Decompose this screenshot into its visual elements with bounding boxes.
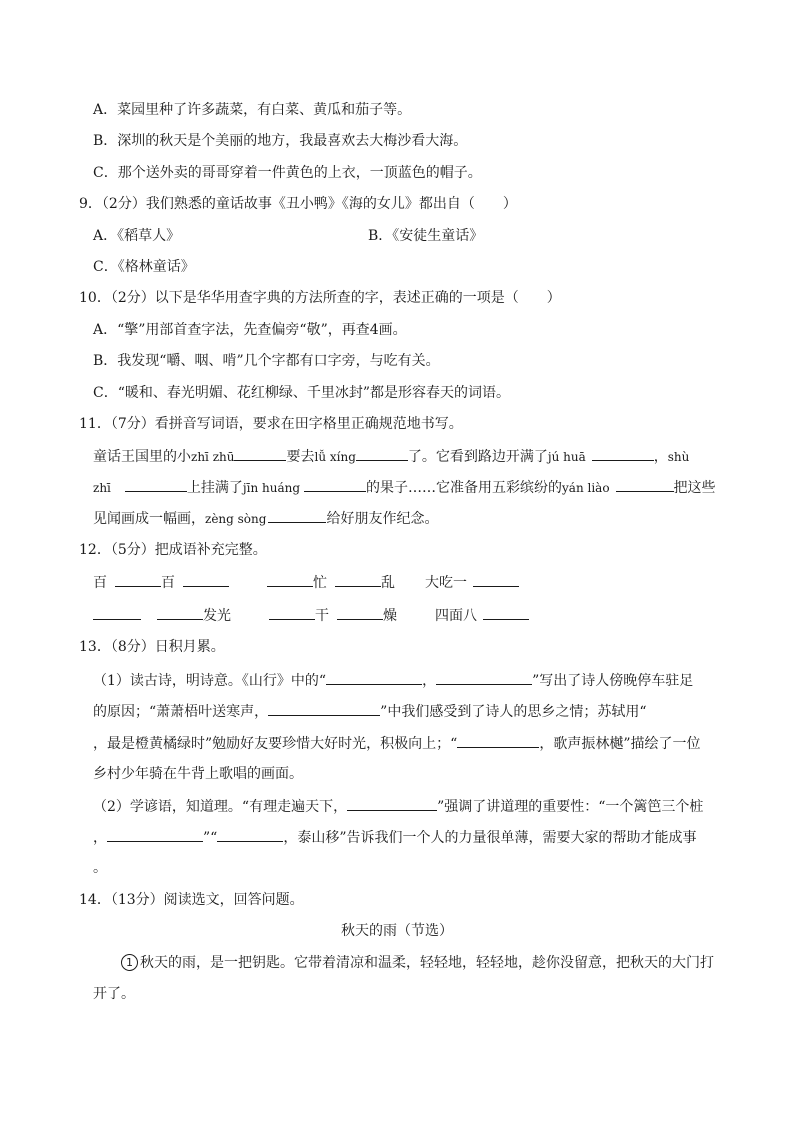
q11-text: 上挂满了 [186,480,243,496]
pinyin-juhua: jú huā [547,450,586,464]
q8-option-a: A．菜园里种了许多蔬菜，有白菜、黄瓜和茄子等。 [93,102,412,118]
answer-blank[interactable] [457,733,539,748]
q11-text: ， [653,449,668,465]
answer-blank[interactable] [356,446,408,461]
pinyin-shuzhi-a: shù [667,450,690,464]
q13-text: ，最是橙黄橘绿时”勉励好友要珍惜大好时光，积极向上；“ [93,736,458,752]
pinyin-shuzhi-b: zhī [93,481,111,495]
q13-p1-line1 [93,670,693,691]
answer-blank[interactable] [115,572,161,587]
idiom-char: 大吃一 [425,575,467,591]
idiom-char: 忙 [313,575,327,591]
q11-text: 要去 [286,449,315,465]
q11-text: 的果子……它准备用五彩缤纷的 [366,480,563,496]
idiom-char: 发光 [203,608,231,624]
passage-title: 秋天的雨（节选） [341,923,453,939]
q10-option-b: B．我发现“嚼、咽、啃”几个字都有口字旁，与吃有关。 [93,353,440,369]
answer-blank[interactable] [483,605,529,620]
q14-stem: 14．（13分）阅读选文，回答问题。 [79,892,304,908]
idiom-char: 乱 [381,575,395,591]
q13-text: （2）学谚语，知道理。“有理走遍天下， [93,799,348,815]
q13-text: ， [93,830,107,846]
q10-stem: 10．（2分）以下是华华用查字典的方法所查的字，表述正确的一项是（ ） [79,290,561,306]
answer-blank[interactable] [107,827,203,842]
idiom-char: 百 [161,575,175,591]
q11-text: 给好朋友作纪念。 [326,511,439,527]
passage-line1 [121,953,714,973]
q12-stem: 12．（5分）把成语补充完整。 [79,542,267,558]
q13-text: ，泰山移”告诉我们一个人的力量很单薄，需要大家的帮助才能成事 [283,830,697,846]
idiom-char: 燥 [383,608,397,624]
answer-blank[interactable] [267,572,313,587]
q12-row1 [93,572,519,593]
answer-blank[interactable] [217,827,283,842]
q13-text: ”中我们感受到了诗人的思乡之情；苏轼用“ [380,704,647,720]
q8-option-b: B．深圳的秋天是个美丽的地方，我最喜欢去大梅沙看大海。 [93,133,468,149]
q11-line1 [93,446,689,467]
q12-row2 [93,605,529,626]
q13-stem: 13．（8分）日积月累。 [79,639,225,655]
q13-p1-line2 [93,701,647,722]
idiom-char: 百 [93,575,107,591]
answer-blank[interactable] [268,701,380,716]
q13-p2-line3: 。 [93,860,107,876]
answer-blank[interactable] [234,446,286,461]
q11-text: 了。它看到路边开满了 [407,449,548,465]
pinyin-lvxing: lǚ xíng [314,450,356,464]
answer-blank[interactable] [125,477,187,492]
answer-blank[interactable] [269,605,315,620]
q13-p1-line4: 乡村少年骑在牛背上歌唱的画面。 [93,766,303,782]
passage-line2: 开了。 [93,986,135,1002]
answer-blank[interactable] [436,670,532,685]
q11-line3 [93,508,438,529]
pinyin-yanliao: yán liào [562,481,610,495]
q11-text: 童话王国里的小 [93,449,191,465]
answer-blank[interactable] [592,446,654,461]
passage-text: 秋天的雨，是一把钥匙。它带着清凉和温柔，轻轻地，轻轻地，趁你没留意，把秋天的大门打 [140,955,714,971]
idiom-char: 四面八 [435,608,477,624]
q11-line2 [93,477,716,498]
q13-text: ， [422,673,437,689]
q13-p2-line2 [93,827,696,848]
q9-option-b: B．《安徒生童话》 [368,228,484,244]
q13-text: ”强调了讲道理的重要性：“一个篱笆三个桩 [437,799,704,815]
q13-text: ，歌声振林樾”描绘了一位 [539,736,701,752]
answer-blank[interactable] [337,605,383,620]
answer-blank[interactable] [304,477,366,492]
q11-stem: 11．（7分）看拼音写词语，要求在田字格里正确规范地书写。 [79,416,463,432]
paragraph-number-circle: 1 [121,954,138,971]
q11-text: 把这些 [673,480,716,496]
q13-text: ”写出了诗人傍晚停车驻足 [532,673,694,689]
pinyin-zhizhu: zhī zhū [191,450,235,464]
q10-option-a: A．“擎”用部首查字法，先查偏旁“敬”，再查4画。 [93,322,407,338]
answer-blank[interactable] [347,796,437,811]
q13-p2-line1 [93,796,703,817]
answer-blank[interactable] [157,605,203,620]
answer-blank[interactable] [335,572,381,587]
answer-blank[interactable] [616,477,674,492]
q11-text: 见闻画成一幅画， [93,511,205,527]
idiom-char: 干 [315,608,329,624]
answer-blank[interactable] [326,670,422,685]
q9-stem: 9．（2分）我们熟悉的童话故事《丑小鸭》《海的女儿》都出自（ ） [79,196,517,212]
answer-blank[interactable] [268,508,326,523]
q10-option-c: C．“暖和、春光明媚、花红柳绿、千里冰封”都是形容春天的词语。 [93,385,511,401]
pinyin-jinhuang: jīn huáng [242,481,301,495]
answer-blank[interactable] [183,572,229,587]
q13-p1-line3 [93,733,701,754]
q13-text: ”“ [203,830,218,846]
q13-text: （1）读古诗，明诗意。《山行》中的“ [93,673,327,689]
q8-option-c: C．那个送外卖的哥哥穿着一件黄色的上衣，一顶蓝色的帽子。 [93,165,482,181]
pinyin-zengsong: zèng sòng [205,512,267,526]
answer-blank[interactable] [93,605,141,620]
q13-text: 的原因；“萧萧梧叶送寒声， [93,704,269,720]
q9-option-c: C．《格林童话》 [93,259,195,275]
answer-blank[interactable] [473,572,519,587]
q9-option-a: A．《稻草人》 [93,228,181,244]
